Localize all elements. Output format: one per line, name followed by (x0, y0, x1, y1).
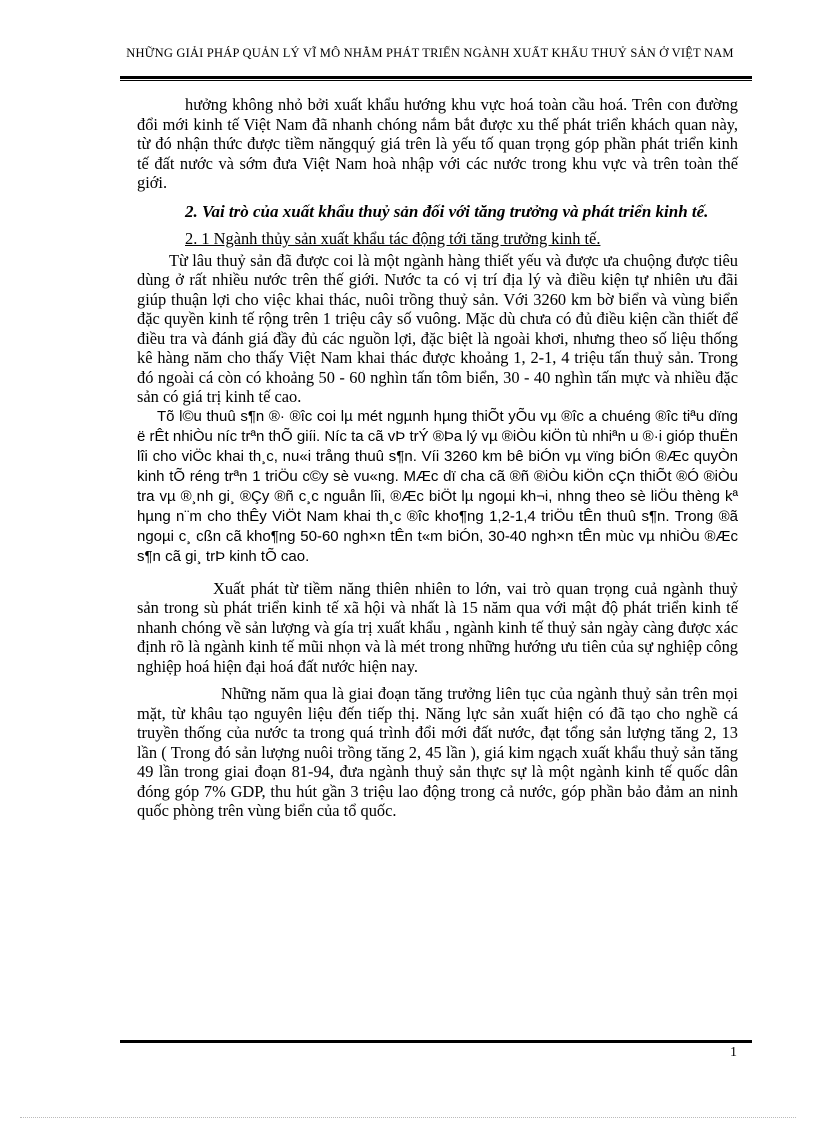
page-edge-line (20, 1117, 796, 1118)
paragraph-potential: Xuất phát từ tiềm năng thiên nhiên to lớn, vai trò quan trọng cuả ngành thuỷ sản trong sù phát triển kinh tế xã hội và nhất là 15 năm qua với mật độ phát triển kinh tế nhanh chóng về sản lượng và gía trị xuất khẩu , ngành kinh tế thuỷ sản ngày càng được xác định rõ là ngành kinh tế mũi nhọn và là mét trong những hướng ưu tiên của sự nghiệp công nghiệp hoá hiện đại hoá đất nước hiện nay. (137, 578, 738, 676)
page-number: 1 (730, 1045, 737, 1060)
section-heading: 2. Vai trò của xuất khẩu thuỷ sản đối với tăng trưởng và phát triển kinh tế. (185, 201, 709, 221)
footer-divider (120, 1040, 752, 1043)
paragraph-fisheries-overview: Từ lâu thuỷ sản đã được coi là một ngành hàng thiết yếu và được ưa chuộng được tiêu dùng ở rất nhiều nước trên thế giới. Nước ta có vị trí địa lý và điều kiện tự nhiên ưu đãi giúp thuận lợi cho việc khai thác, nuôi trồng thuỷ sản. Với 3260 km bờ biển và vùng biển đặc quyền kinh tế rộng trên 1 triệu cây số vuông. Mặc dù chưa có đủ điều kiện cần thiết để điều tra và đánh giá đầy đủ các nguồn lợi, đặc biệt là ngoài khơi, nhưng theo số liệu thống kê hàng năm cho thấy Việt Nam khai thác được khoảng 1, 2-1, 4 triệu tấn thuỷ sản. Trong đó ngoài cá còn có khoảng 50 - 60 nghìn tấn tôm biển, 30 - 40 nghìn tấn mực và nhiều đặc sản có giá trị kinh tế cao. (137, 250, 738, 406)
document-body (137, 95, 738, 821)
paragraph-legacy-encoded: Tõ l©u thuû s¶n ®· ®îc coi lµ mét ngµnh hµng thiÕt yÕu vµ ®îc a chuéng ®îc tiªu dïng ë rÊt nhiÒu níc trªn thÕ giíi. Níc ta cã vÞ trÝ ®Þa lý vµ ®iÒu kiÖn tù nhiªn u ®·i gióp thuËn lîi cho viÖc khai th¸c, nu«i trång thuû s¶n. Víi 3260 km bê biÓn vµ vïng biÓn ®Æc quyÒn kinh tÕ réng trªn 1 triÖu c©y sè vu«ng. MÆc dï cha cã ®ñ ®iÒu kiÖn cÇn thiÕt ®Ó ®iÒu tra vµ ®¸nh gi¸ ®Çy ®ñ c¸c nguån lîi, ®Æc biÖt lµ ngoµi kh¬i, nhng theo sè liÖu thèng kª hµng n¨m cho thÊy ViÖt Nam khai th¸c ®îc kho¶ng 1,2-1,4 triÖu tÊn thuû s¶n. Trong ®ã ngoµi c¸ cßn cã kho¶ng 50-60 ngh×n tÊn t«m biÓn, 30-40 ngh×n tÊn mùc vµ nhiÒu ®Æc s¶n cã gi¸ trÞ kinh tÕ cao. (137, 407, 738, 565)
header-divider (120, 76, 752, 81)
running-header: NHỮNG GIẢI PHÁP QUẢN LÝ VĨ MÔ NHẰM PHÁT TRIỂN NGÀNH XUẤT KHẨU THUỶ SẢN Ở VIỆT NAM (126, 46, 734, 60)
paragraph-growth: Những năm qua là giai đoạn tăng trưởng liên tục của ngành thuỷ sản trên mọi mặt, từ khâu tạo nguyên liệu đến tiếp thị. Năng lực sản xuất hiện có đã tạo cho nghề cá truyền thống của nước ta trong quá trình đổi mới đất nước, đạt tổng sản lượng tăng 2, 13 lần ( Trong đó sản lượng nuôi trồng tăng 2, 45 lần ), giá kim ngạch xuất khẩu thuỷ sản tăng 49 lần trong giai đoạn 81-94, đưa ngành thuỷ sản thực sự là một ngành kinh tế quốc dân đóng góp 7% GDP, thu hút gần 3 triệu lao động trong cả nước, góp phần bảo đảm an ninh quốc phòng trên vùng biển của tổ quốc. (137, 684, 738, 820)
subsection-heading: 2. 1 Ngành thủy sản xuất khẩu tác động tới tăng trưởng kinh tế. (185, 229, 601, 248)
paragraph-intro-continuation: hưởng không nhỏ bởi xuất khẩu hướng khu vực hoá toàn cầu hoá. Trên con đường đổi mới kinh tế Việt Nam đã nhanh chóng nắm bắt được xu thế phát triển khách quan này, từ đó nhận thức được tiềm năngquý giá trên là yếu tố quan trọng góp phần phát triển kinh tế đất nước và sớm đưa Việt Nam hoà nhập với các nước trong khu vực và trên toàn thế giới. (137, 95, 738, 192)
